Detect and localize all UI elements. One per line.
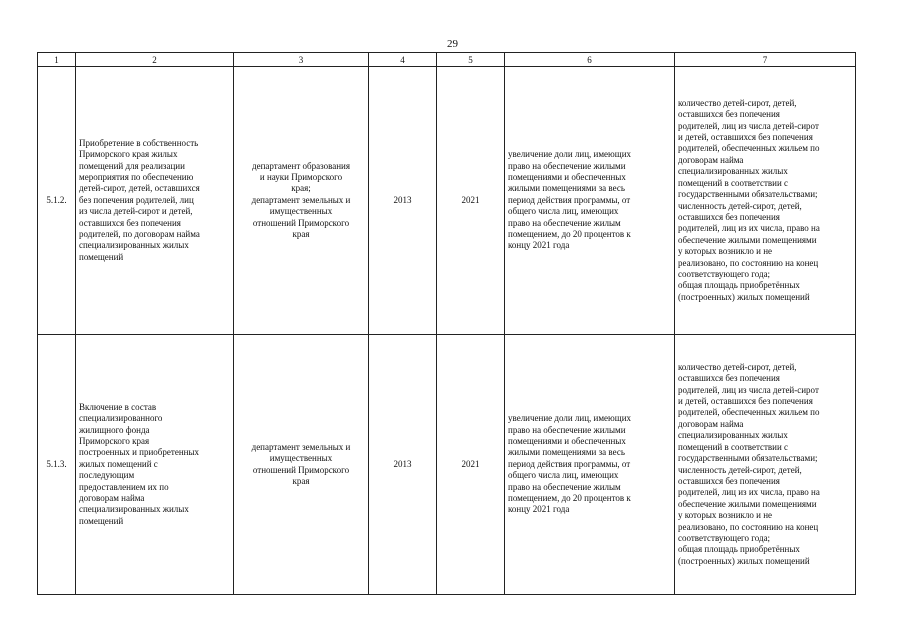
column-number-7: 7 — [675, 53, 856, 67]
start-year: 2013 — [369, 67, 437, 335]
program-table — [37, 52, 856, 595]
measure-name: Включение в состав специализированного жилищного фонда Приморского края построенных и приобретенных жилых помещений с последующим предоставлением их по договорам найма специализированных жилых помещений — [76, 335, 234, 595]
row-number: 5.1.2. — [38, 67, 76, 335]
expected-result: увеличение доли лиц, имеющих право на обеспечение жилыми помещениями и обеспеченных жилыми помещениями за весь период действия программы, от общего числа лиц, имеющих право на обеспечение жилым помещением, до 20 процентов к концу 2021 года — [505, 67, 675, 335]
column-number-6: 6 — [505, 53, 675, 67]
measure-name: Приобретение в собственность Приморского края жилых помещений для реализации мероприятия по обеспечению детей-сирот, детей, оставшихся без попечения родителей, лиц из числа детей-сирот и детей, оставшихся без попечения родителей, по договорам найма специализированных жилых помещений — [76, 67, 234, 335]
column-number-4: 4 — [369, 53, 437, 67]
start-year: 2013 — [369, 335, 437, 595]
executor: департамент земельных и имущественных отношений Приморского края — [234, 335, 369, 595]
indicators: количество детей-сирот, детей, оставшихся без попечения родителей, лиц из числа детей-сирот и детей, оставшихся без попечения родителей, обеспеченных жильем по договорам найма специализированных жилых помещений в соответствии с государственными обязательствами; численность детей-сирот, детей, оставшихся без попечения родителей, лиц из их числа, право на обеспечение жилыми помещениями у которых возникло и не реализовано, по состоянию на конец соответствующего года; общая площадь приобретённых (построенных) жилых помещений — [675, 335, 856, 595]
expected-result: увеличение доли лиц, имеющих право на обеспечение жилыми помещениями и обеспеченных жилыми помещениями за весь период действия программы, от общего числа лиц, имеющих право на обеспечение жилым помещением, до 20 процентов к концу 2021 года — [505, 335, 675, 595]
end-year: 2021 — [437, 67, 505, 335]
indicators: количество детей-сирот, детей, оставшихся без попечения родителей, лиц из числа детей-сирот и детей, оставшихся без попечения родителей, обеспеченных жильем по договорам найма специализированных жилых помещений в соответствии с государственными обязательствами; численность детей-сирот, детей, оставшихся без попечения родителей, лиц из их числа, право на обеспечение жилыми помещениями у которых возникло и не реализовано, по состоянию на конец соответствующего года; общая площадь приобретённых (построенных) жилых помещений — [675, 67, 856, 335]
table-row — [38, 67, 856, 335]
column-number-5: 5 — [437, 53, 505, 67]
table-row — [38, 335, 856, 595]
column-number-3: 3 — [234, 53, 369, 67]
page-number: 29 — [447, 38, 458, 50]
row-number: 5.1.3. — [38, 335, 76, 595]
column-number-2: 2 — [76, 53, 234, 67]
header-row — [38, 53, 856, 67]
executor: департамент образования и науки Приморского края; департамент земельных и имущественных отношений Приморского края — [234, 67, 369, 335]
column-number-1: 1 — [38, 53, 76, 67]
end-year: 2021 — [437, 335, 505, 595]
